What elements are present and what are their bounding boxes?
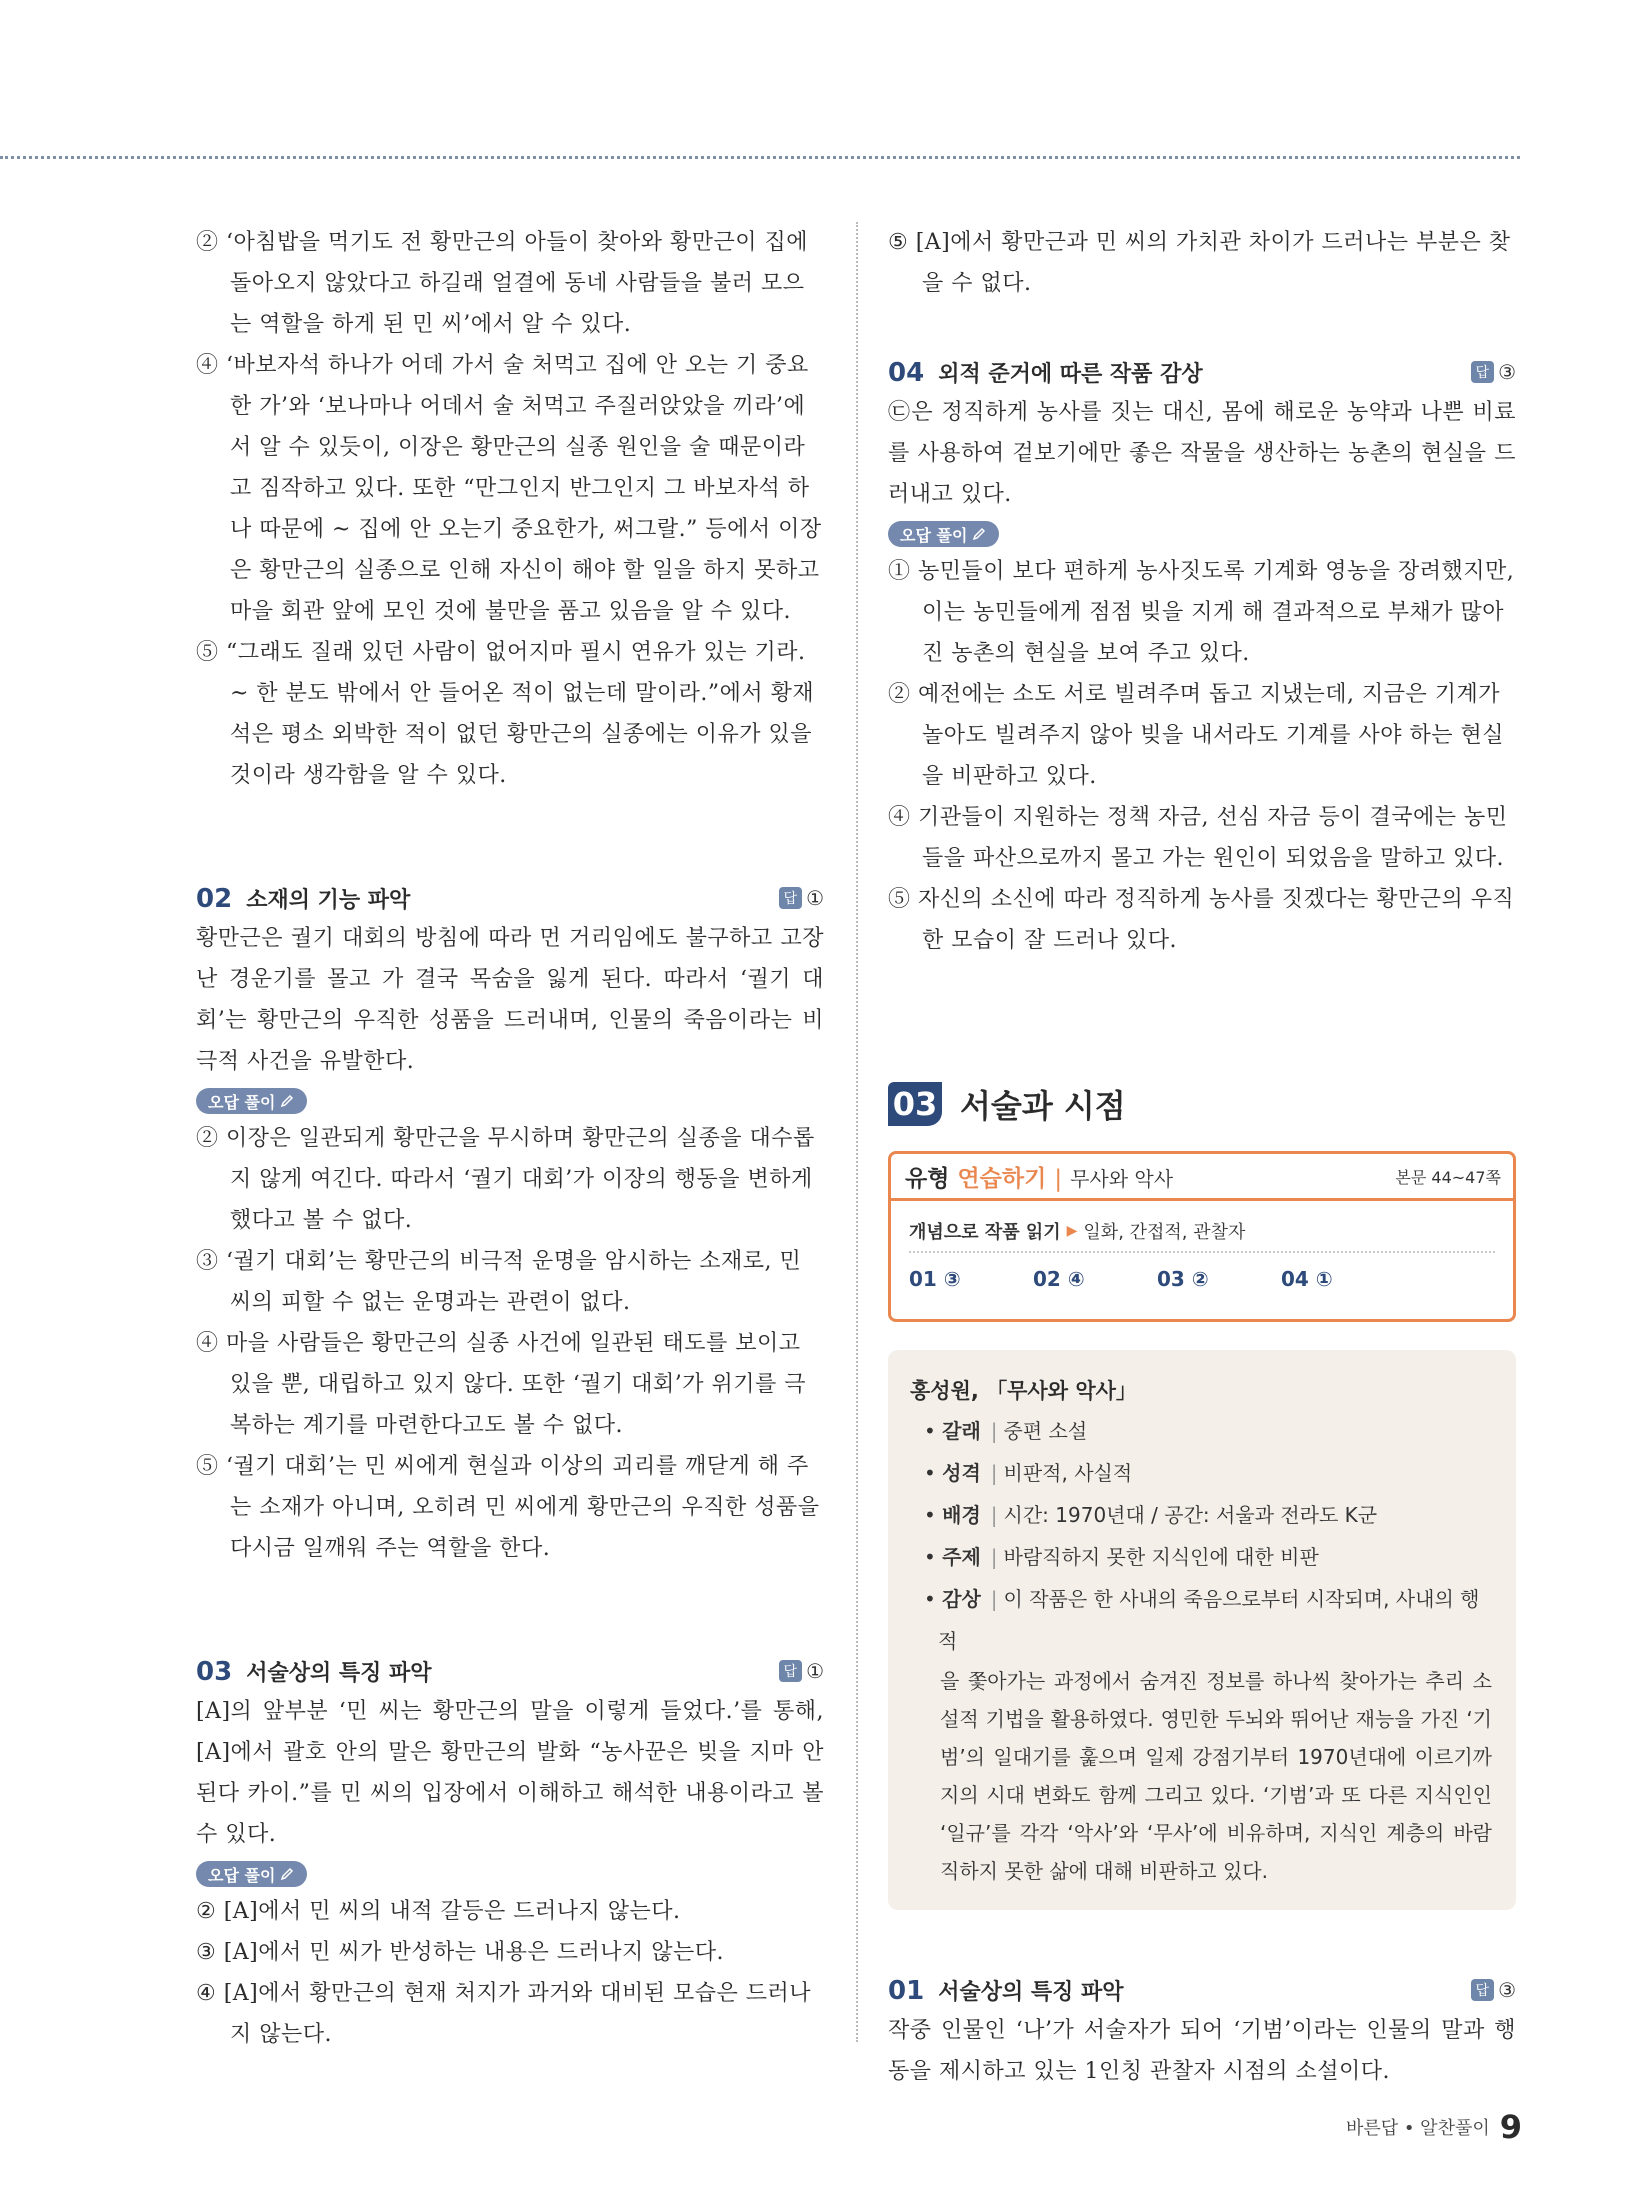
list-item: ⑤ [A]에서 황만근과 민 씨의 가치관 차이가 드러나는 부분은 찾을 수 없다. [888,230,1511,296]
practice-title-b: 연습하기 [957,1165,1047,1192]
explanation-text: 황만근은 궐기 대회의 방침에 따라 먼 거리임에도 불구하고 고장 난 경운기를 몰고 가 결국 목숨을 잃게 된다. 따라서 ‘궐기 대회’는 황만근의 우직한 성품을 드러내며, 인물의 죽음이라는 비극적 사건을 유발한다. [196,926,824,1074]
practice-title-a: 유형 [905,1165,950,1192]
info-key: 주제 [942,1545,981,1569]
page-footer [1346,2108,1522,2146]
info-key: 갈래 [942,1419,981,1443]
triangle-right-icon: ▶ [1066,1223,1078,1239]
answer-badge [1471,360,1516,384]
question-02-header [196,878,824,918]
explanation-text: [A]의 앞부분 ‘민 씨는 황만근의 말을 이렇게 들었다.’를 통해, [A]에서 괄호 안의 말은 황만근의 발화 “농사꾼은 빚을 지마 안된다 카이.”를 민 씨의 입장에서 이해하고 해석한 내용이라고 볼 수 있다. [196,1699,824,1847]
pencil-icon [279,1866,295,1882]
pencil-icon [279,1093,295,1109]
list-item: ② [A]에서 민 씨의 내적 갈등은 드러나지 않는다. [196,1899,681,1924]
info-key: 감상 [942,1587,981,1611]
right-column [888,222,1516,2092]
info-value: 이 작품은 한 사내의 죽음으로부터 시작되며, 사내의 행적 [938,1587,1480,1653]
pencil-icon [971,526,987,542]
list-item: ② 예전에는 소도 서로 빌려주며 돕고 지냈는데, 지금은 기계가 놀아도 빌려주지 않아 빚을 내서라도 기계를 사야 하는 현실을 비판하고 있다. [888,682,1504,789]
answer-item: 01 ③ [909,1267,961,1291]
question-title: 서술상의 특징 파악 [938,1979,1124,2005]
wrong-answer-badge [196,1088,307,1114]
list-item: ③ [A]에서 민 씨가 반성하는 내용은 드러나지 않는다. [196,1940,725,1965]
explanation-text: ㉢은 정직하게 농사를 짓는 대신, 몸에 해로운 농약과 나쁜 비료를 사용하여 겉보기에만 좋은 작물을 생산하는 농촌의 현실을 드러내고 있다. [888,400,1516,507]
list-item: ⑤ 자신의 소신에 따라 정직하게 농사를 짓겠다는 황만근의 우직한 모습이 잘 드러나 있다. [888,887,1515,953]
list-item: ④ ‘바보자석 하나가 어데 가서 술 처먹고 집에 안 오는 기 중요한 가’와 ‘보나마나 어데서 술 처먹고 주질러앉았을 끼라’에서 알 수 있듯이, 이장은 황만근의 실종 원인을 술 때문이라고 짐작하고 있다. 또한 “만그인지 반그인지 그 바보자석 하나 따문에 ~ 집에 안 오는기 중요한가, 써그랄.” 등에서 이장은 황만근의 실종으로 인해 자신이 해야 할 일을 하지 못하고 마을 회관 앞에 모인 것에 불만을 품고 있음을 알 수 있다. [196,353,822,624]
answer-badge [779,1659,824,1683]
wrong-answer-badge [196,1861,307,1887]
info-row: • 배경 | 시간: 1970년대 / 공간: 서울과 전라도 K군 [924,1503,1378,1527]
wrong-answer-label: 오답 풀이 [208,1092,276,1112]
list-item: ⑤ “그래도 질래 있던 사람이 없어지마 필시 연유가 있는 기라. ~ 한 분도 밖에서 안 들어온 적이 없는데 말이라.”에서 황재석은 평소 외박한 적이 없던 황만근의 실종에는 이유가 있을 것이라 생각함을 알 수 있다. [196,640,815,788]
chapter-heading [888,1081,1516,1127]
answer-badge [1471,1978,1516,2002]
info-value: 바람직하지 못한 지식인에 대한 비판 [1003,1545,1319,1569]
answer-label: 답 [1471,361,1495,383]
answer-value: ① [806,886,824,910]
concept-row [909,1211,1495,1253]
footer-text: 바른답 • 알찬풀이 [1345,2118,1490,2139]
wrong-answer-label: 오답 풀이 [900,525,968,545]
work-info-title: 홍성원, 「무사와 악사」 [910,1379,1137,1403]
info-value: 시간: 1970년대 / 공간: 서울과 전라도 K군 [1003,1503,1378,1527]
practice-work-title: 무사와 악사 [1070,1166,1174,1191]
column-divider [856,222,858,2042]
separator: | [1054,1165,1063,1192]
answer-list [909,1253,1495,1305]
practice-header [891,1154,1513,1201]
chapter-number: 03 [888,1082,942,1126]
wrong-answer-label: 오답 풀이 [208,1865,276,1885]
info-row: • 감상 | 이 작품은 한 사내의 죽음으로부터 시작되며, 사내의 행적 [924,1587,1480,1653]
list-item: ② ‘아침밥을 먹기도 전 황만근의 아들이 찾아와 황만근이 집에 돌아오지 않았다고 하길래 얼결에 동네 사람들을 불러 모으는 역할을 하게 된 민 씨’에서 알 수 있다. [196,230,808,337]
list-item: ④ 기관들이 지원하는 정책 자금, 선심 자금 등이 결국에는 농민들을 파산으로까지 몰고 가는 원인이 되었음을 말하고 있다. [888,805,1508,871]
list-item: ① 농민들이 보다 편하게 농사짓도록 기계화 영농을 장려했지만, 이는 농민들에게 점점 빚을 지게 해 결과적으로 부채가 많아진 농촌의 현실을 보여 주고 있다. [888,559,1515,666]
info-row: • 주제 | 바람직하지 못한 지식인에 대한 비판 [924,1545,1319,1569]
list-item: ② 이장은 일관되게 황만근을 무시하며 황만근의 실종을 대수롭지 않게 여긴다. 따라서 ‘궐기 대회’가 이장의 행동을 변하게 했다고 볼 수 없다. [196,1126,815,1233]
explanation-text: 작중 인물인 ‘나’가 서술자가 되어 ‘기범’이라는 인물의 말과 행동을 제시하고 있는 1인칭 관찰자 시점의 소설이다. [888,2018,1516,2084]
list-item: ③ ‘궐기 대회’는 황만근의 비극적 운명을 암시하는 소재로, 민 씨의 피할 수 없는 운명과는 관련이 없다. [196,1249,802,1315]
answer-value: ① [806,1659,824,1683]
chapter-title: 서술과 시점 [960,1087,1126,1125]
info-body-text: 을 쫓아가는 과정에서 숨겨진 정보를 하나씩 찾아가는 추리 소설적 기법을 활용하였다. 영민한 두뇌와 뛰어난 재능을 가진 ‘기범’의 일대기를 훑으며 일제 강점기부터 1970년대에 이르기까지의 시대 변화도 함께 그리고 있다. ‘기범’과 또 다른 지식인인 ‘일규’를 각각 ‘악사’와 ‘무사’에 비유하며, 지식인 계층의 바람직하지 못한 삶에 대해 비판하고 있다. [940,1669,1492,1883]
answer-label: 답 [779,887,803,909]
info-key: 배경 [942,1503,981,1527]
left-column [196,222,824,2055]
wrong-answer-badge [888,521,999,547]
practice-box [888,1151,1516,1322]
question-title: 소재의 기능 파악 [246,887,411,913]
info-key: 성격 [942,1461,981,1485]
page-number: 9 [1499,2108,1522,2146]
answer-value: ③ [1498,1978,1516,2002]
question-number: 04 [888,357,925,388]
answer-value: ③ [1498,360,1516,384]
answer-badge [779,886,824,910]
list-item: ④ 마을 사람들은 황만근의 실종 사건에 일관된 태도를 보이고 있을 뿐, 대립하고 있지 않다. 또한 ‘궐기 대회’가 위기를 극복하는 계기를 마련한다고도 볼 수 없다. [196,1331,806,1438]
top-dotted-rule [0,156,1520,159]
list-item: ④ [A]에서 황만근의 현재 처지가 과거와 대비된 모습은 드러나지 않는다. [196,1981,812,2047]
answer-item: 04 ① [1281,1267,1333,1291]
question-01-header [888,1970,1516,2010]
answer-item: 03 ② [1157,1267,1209,1291]
info-row: • 성격 | 비판적, 사실적 [924,1461,1133,1485]
info-row: • 갈래 | 중편 소설 [924,1419,1088,1443]
concept-value: 일화, 간접적, 관찰자 [1083,1222,1246,1243]
answer-item: 02 ④ [1033,1267,1085,1291]
info-value: 비판적, 사실적 [1003,1461,1133,1485]
page-reference: 본문 44~47쪽 [1395,1167,1501,1187]
question-title: 외적 준거에 따른 작품 감상 [938,361,1203,387]
question-number: 03 [196,1656,233,1687]
list-item: ⑤ ‘궐기 대회’는 민 씨에게 현실과 이상의 괴리를 깨닫게 해 주는 소재가 아니며, 오히려 민 씨에게 황만근의 우직한 성품을 다시금 일깨워 주는 역할을 한다. [196,1454,820,1561]
question-number: 01 [888,1975,925,2006]
answer-label: 답 [1471,1979,1495,2001]
question-title: 서술상의 특징 파악 [246,1660,432,1686]
answer-label: 답 [779,1660,803,1682]
info-value: 중편 소설 [1003,1419,1088,1443]
question-number: 02 [196,883,233,914]
concept-label: 개념으로 작품 읽기 [909,1222,1061,1243]
question-04-header [888,352,1516,392]
work-info-box [888,1350,1516,1910]
question-03-header [196,1651,824,1691]
